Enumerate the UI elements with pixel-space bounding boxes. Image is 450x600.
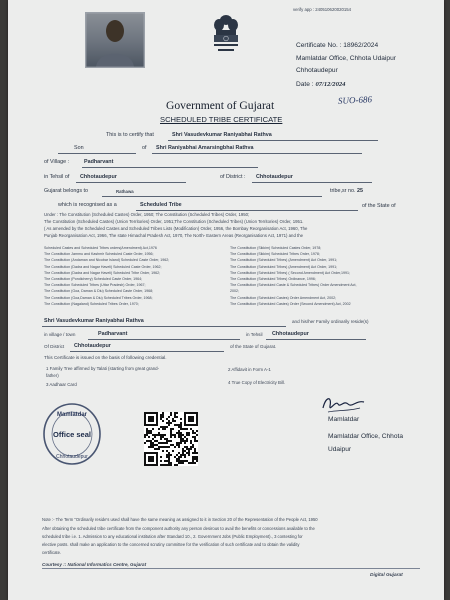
certificate-no-label: Certificate No. : [296,42,342,49]
district: Chhotaudepur [256,174,293,180]
credential-3: 3 Aadhaar Card [46,382,77,387]
relation: Son [74,145,84,151]
verify-text: verify app : 240510620020154 [293,7,352,12]
order-right-item: The Constitution (Sikkim) Scheduled Tribes Order, 1978; [230,252,320,257]
recognised-label: which is recognised as a [58,202,117,208]
certificate-no: 18962/2024 [343,42,379,49]
signatory-office-1: Mamlatdar Office, Chhota [328,433,404,440]
orders-right-column [230,245,420,307]
father-name: Shri Raniyabhai Amarsingbhai Rathva [156,145,254,151]
order-right-item: The Constitution (Scheduled Castes) Order Amendment Act, 2002; [230,295,337,300]
order-left-item: The Constitution (Nagaland) Scheduled Tribes Order, 1970; [44,301,139,306]
handwritten-note: SUO-686 [337,94,373,106]
of-district-underline [70,351,224,352]
tribe: Rathawa [116,189,134,194]
district-label: of District : [220,174,246,180]
family-suffix: and his/her Family ordinarily reside(s) [292,319,369,324]
digital-gujarat: Digital Gujarat [370,573,403,578]
order-left-item: The Constitution (Dadra and Nagar Haveli) Scheduled Caste Order, 1962; [44,264,162,269]
order-right-item: 2002; [230,289,239,294]
order-left-item: The Constitution Scheduled Tribes (Uttar Pradesh) Order, 1967; [44,283,146,288]
under-line-1: Under : The Constitution (Scheduled Castes) Order, 1950; The Constitution (Scheduled Tribes) Order, 1950; [44,212,250,217]
under-line-2: The Constitution (Scheduled Castes) (Union Territories) Order, 1951;The Constitution (Scheduled Tribes) (Union Territories) Order, 1951. [44,219,304,224]
note-line-5: certificate. [42,550,62,555]
of-state-suffix: of the State of Gujarat. [230,344,277,349]
order-right-item: The Constitution (Scheduled Castes) Order (Second Amendment) Act, 2002 [230,301,351,306]
tribe-sr-label: tribe,sr no. [330,188,356,194]
under-line-4: Punjab Reorganisation Act, 1966, The state Himachal Pradesh Act, 1970, The North- Eastern Areas (Reorganisations Act, 1971) and the [44,233,304,238]
in-tehsil-label: in Tehsil [246,332,263,337]
in-tehsil-underline [266,339,366,340]
order-left-item: The Constitution (Pondicherry) Scheduled Caste Order, 1964; [44,277,143,282]
date-label: Date : [296,81,314,88]
credential-1b: father) [46,373,59,378]
village-label: of Village : [44,159,70,165]
certificate-sheet [8,0,444,600]
recognised: Scheduled Tribe [140,202,182,208]
village: Padharvant [84,159,114,165]
qr-code-icon [144,412,198,466]
note-line-3: scheduled tribe i.e. 1. Admission to any educational institution after Standard 10., 2. Government Jobs (Public Employment)., 3 contesting for [42,534,303,539]
national-emblem-icon [209,11,243,61]
note-line-2: After obtaining the scheduled tribe certificate from the component authority any person desirous to avail the benefits or concessions available to the [42,526,315,531]
of-district: Chhotaudepur [74,343,111,349]
tribe-underline [102,196,322,197]
office-header-district: Chhotaudepur [296,67,338,74]
applicant-photo [85,12,145,68]
seal-bottom-text: Chhotaudepur [56,454,88,460]
credential-1: 1 Family Tree affirmed by Talati (starting from great grand- [46,366,160,371]
state-suffix: of the State of [362,203,396,209]
order-right-item: The Constitution (Scheduled Tribes) (Amendment) Act Order, 1991; [230,264,338,269]
certify-prefix: This is to certify that [106,132,154,138]
signatory-office-2: Udaipur [328,446,352,453]
note-line-4: elective posts. shall make an application to the concerned scrutiny committee for the verification of such certificate and to obtain the validity [42,542,300,547]
order-left-item: The Constitution (Goa,Daman & Diu) Scheduled Tribes Order, 1968; [44,295,153,300]
order-right-item: The Constitution (Scheduled Tribes) (Amendment) Act Order, 1991; [230,258,338,263]
order-left-item: The Constitution (Dadra and Nagar Haveli) Scheduled Tribe Order, 1962; [44,270,161,275]
based-on: This Certificate is issued on the basis of following credential. [44,355,167,360]
office-header: Mamlatdar Office, Chhota Udaipur [296,55,396,62]
in-tehsil: Chhotaudepur [272,331,309,337]
order-left-item: The Constitution (Goa, Daman & Diu) Scheduled Caste Order, 1968; [44,289,154,294]
certificate-date: 07/12/2024 [315,81,346,88]
office-seal-stamp-icon [42,402,102,466]
belongs-label: Gujarat belongs to [44,188,89,194]
orders-left-column [44,245,220,307]
signature-icon [320,392,366,416]
person-name: Shri Vasudevkumar Raniyabhai Rathva [172,132,272,138]
in-village-underline [88,339,240,340]
credential-4: 4 True Copy of Electricity Bill. [228,380,286,385]
in-village-label: in village / town [44,332,76,337]
tehsil: Chhotaudepur [80,174,117,180]
courtesy: Courtesy :: National Informatics Centre, Gujarat [42,562,147,567]
order-left-item: Scheduled Castes and Scheduled Tribes orders(Amendment) Act,1976 [44,246,157,250]
tribe-sr: 25 [356,188,363,194]
footer-divider [42,568,420,569]
tehsil-underline [76,182,186,183]
order-left-item: The Constitution (Andaman and Nicobar Island) Scheduled Caste Order, 1962; [44,258,170,263]
under-line-3: ( As amended by the Scheduled Castes and Scheduled Tribes Lists (Modification) Order, 1956, the Bombay Reorganisation Act, 1960, The [44,226,308,231]
order-right-item: The Constitution (Scheduled Caste & Scheduled Tribes) Order Amendment Act, [230,283,357,288]
signatory-title: Mamlatdar [328,416,360,423]
person-photo-icon [86,13,144,67]
resident-underline [42,326,286,327]
in-village: Padharvant [98,331,128,337]
village-underline [82,167,258,168]
relation-underline [58,153,136,154]
of-district-label: Of District [44,344,65,349]
father-underline [152,153,362,154]
name-underline [168,140,378,141]
credential-2: 2 Affidavit in Form A-1 [228,367,271,372]
relation-of: of [142,145,147,151]
seal-mid-text: Office seal [53,430,91,439]
order-right-item: The Constitution (Sikkim) Scheduled Castes Order, 1978; [230,246,322,250]
resident-name: Shri Vasudevkumar Raniyabhai Rathva [44,318,144,324]
recognised-underline [136,210,358,211]
tehsil-label: in Tehsil of [44,174,70,180]
note-line-1: Note :- The Term "Ordinarily reside's used shall have the same meaning as assigned to it in Section 20 of the Representation of the People Act, 1950 [42,517,318,522]
order-left-item: The Constitution Jammu and Kashmir Scheduled Caste Order, 1956; [44,252,154,257]
order-right-item: The Constitution (Scheduled Tribes) Ordinance, 1996; [230,277,316,282]
order-right-item: The Constitution (Scheduled Tribes) ( Second Amendment) Act Order,1991; [230,270,351,275]
govt-title: Government of Gujarat [166,99,275,112]
seal-top-text: Mamlatdar [56,412,88,418]
district-underline [252,182,372,183]
cert-title: SCHEDULED TRIBE CERTIFICATE [160,115,283,124]
